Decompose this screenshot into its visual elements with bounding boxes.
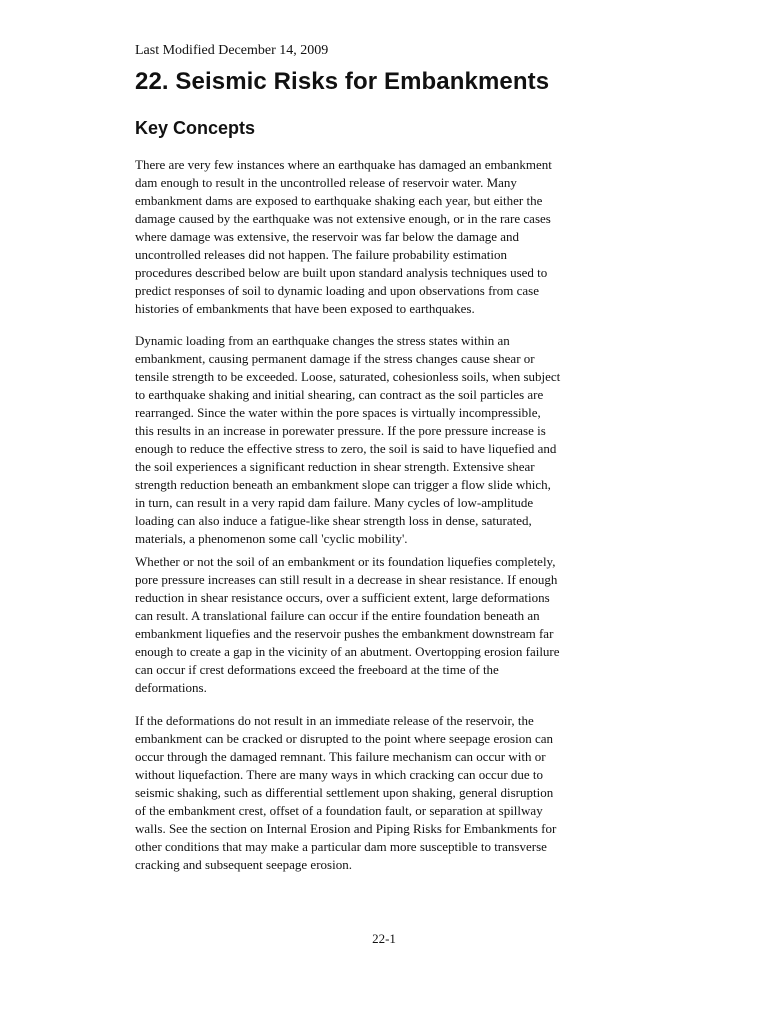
paragraph-line: seismic shaking, such as differential settlement upon shaking, general disruption [135, 785, 554, 800]
paragraph-line: rearranged. Since the water within the pore spaces is virtually incompressible, [135, 405, 541, 420]
paragraph-line: There are very few instances where an earthquake has damaged an embankment [135, 157, 552, 172]
paragraph-line: where damage was extensive, the reservoir was far below the damage and [135, 229, 520, 244]
body-paragraph [135, 553, 625, 697]
paragraph-line: embankment, causing permanent damage if the stress changes cause shear or [135, 351, 535, 366]
paragraph-line: histories of embankments that have been exposed to earthquakes. [135, 301, 475, 316]
paragraph-line: loading can also induce a fatigue-like shear strength loss in dense, saturated, [135, 513, 532, 528]
paragraph-line: uncontrolled releases did not happen. The failure probability estimation [135, 247, 507, 262]
paragraph-line: deformations. [135, 680, 207, 695]
paragraph-line: can result. A translational failure can occur if the entire foundation beneath an [135, 608, 540, 623]
paragraph-line: embankment dams are exposed to earthquake shaking each year, but either the [135, 193, 543, 208]
paragraph-line: other conditions that may make a particular dam more susceptible to transverse [135, 839, 547, 854]
paragraph-line: walls. See the section on Internal Erosion and Piping Risks for Embankments for [135, 821, 557, 836]
paragraph-line: predict responses of soil to dynamic loading and upon observations from case [135, 283, 539, 298]
paragraph-line: materials, a phenomenon some call 'cyclic mobility'. [135, 531, 408, 546]
paragraph-line: can occur if crest deformations exceed the freeboard at the time of the [135, 662, 499, 677]
paragraph-line: reduction in shear resistance occurs, over a sufficient extent, large deformations [135, 590, 550, 605]
section-heading-key-concepts: Key Concepts [135, 118, 256, 138]
paragraph-line: Whether or not the soil of an embankment or its foundation liquefies completely, [135, 554, 556, 569]
paragraph-line: enough to reduce the effective stress to zero, the soil is said to have liquefied and [135, 441, 557, 456]
paragraph-line: without liquefaction. There are many ways in which cracking can occur due to [135, 767, 544, 782]
paragraph-line: of the embankment crest, offset of a foundation fault, or separation at spillway [135, 803, 543, 818]
paragraph-line: the soil experiences a significant reduction in shear strength. Extensive shear [135, 459, 535, 474]
paragraph-line: to earthquake shaking and initial shearing, can contract as the soil particles are [135, 387, 544, 402]
paragraph-line: damage caused by the earthquake was not extensive enough, or in the rare cases [135, 211, 551, 226]
paragraph-line: If the deformations do not result in an immediate release of the reservoir, the [135, 713, 534, 728]
paragraph-line: dam enough to result in the uncontrolled release of reservoir water. Many [135, 175, 517, 190]
paragraph-line: strength reduction beneath an embankment slope can trigger a flow slide which, [135, 477, 551, 492]
chapter-title: 22. Seismic Risks for Embankments [135, 68, 550, 95]
paragraph-line: embankment can be cracked or disrupted to the point where seepage erosion can [135, 731, 553, 746]
body-paragraph [135, 332, 625, 548]
body-paragraph [135, 156, 625, 318]
paragraph-line: procedures described below are built upon standard analysis techniques used to [135, 265, 548, 280]
paragraph-line: pore pressure increases can still result in a decrease in shear resistance. If enough [135, 572, 558, 587]
paragraph-line: in turn, can result in a very rapid dam failure. Many cycles of low-amplitude [135, 495, 534, 510]
paragraph-line: cracking and subsequent seepage erosion. [135, 857, 352, 872]
page-number: 22-1 [372, 931, 396, 946]
paragraph-line: embankment liquefies and the reservoir pushes the embankment downstream far [135, 626, 554, 641]
paragraph-line: tensile strength to be exceeded. Loose, saturated, cohesionless soils, when subject [135, 369, 561, 384]
body-paragraph [135, 712, 625, 874]
last-modified-date: Last Modified December 14, 2009 [135, 43, 329, 58]
paragraph-line: this results in an increase in porewater pressure. If the pore pressure increase is [135, 423, 546, 438]
paragraph-line: occur through the damaged remnant. This failure mechanism can occur with or [135, 749, 546, 764]
paragraph-line: Dynamic loading from an earthquake changes the stress states within an [135, 333, 510, 348]
paragraph-line: enough to create a gap in the vicinity of an abutment. Overtopping erosion failure [135, 644, 560, 659]
